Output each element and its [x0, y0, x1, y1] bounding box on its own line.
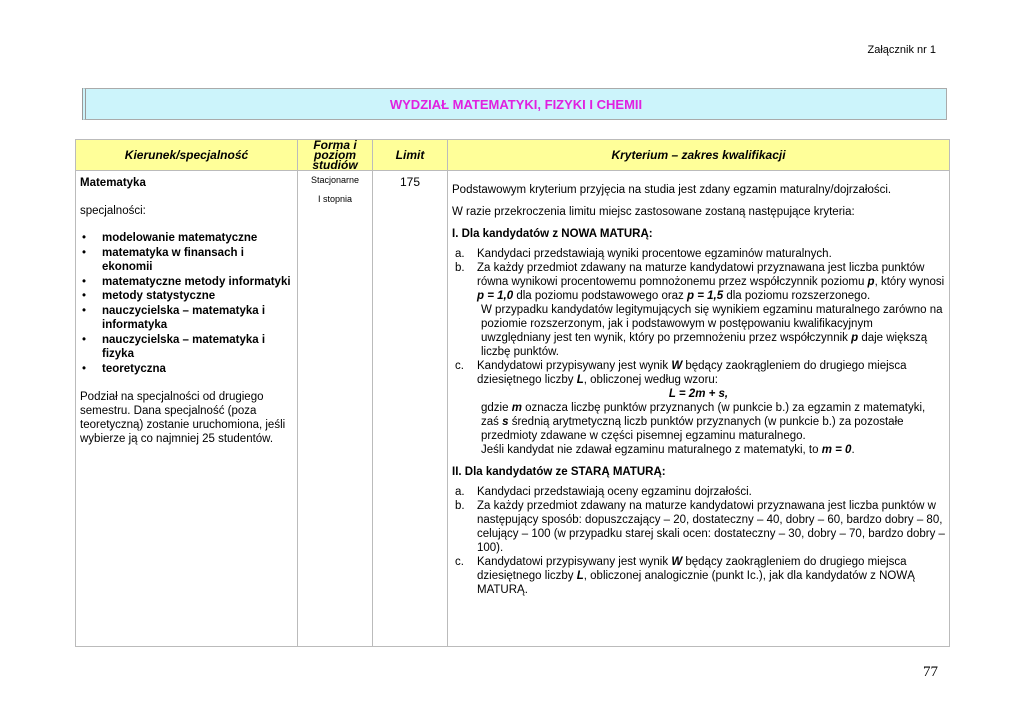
list-item: a. Kandydaci przedstawiają oceny egzaminu dojrzałości.: [455, 486, 752, 498]
specjalnosci-note: Podział na specjalności od drugiego semestru. Dana specjalność (poza teoretyczną) zostanie uruchomiona, jeśli wybierze ją co najmniej 25 studentów.: [80, 391, 286, 445]
list-item: • nauczycielska – matematyka i fizyka: [102, 333, 293, 362]
list-item: • modelowanie matematyczne: [102, 231, 293, 246]
list-item: c. Kandydatowi przypisywany jest wynik W będący zaokrągleniem do drugiego miejsca dziesiętnego liczby L, obliczonej według wzoru:: [455, 360, 907, 386]
poziom-value: I stopnia: [317, 194, 353, 204]
admission-table: [75, 139, 950, 647]
new-matura-list-c: [452, 359, 945, 387]
new-matura-heading: I. Dla kandydatów z NOWA MATURĄ:: [452, 228, 653, 240]
kryterium-cell: [448, 171, 950, 647]
criteria-limit-note: W razie przekroczenia limitu miejsc zastosowane zostaną następujące kryteria:: [452, 206, 855, 218]
paragraph: gdzie m oznacza liczbę punktów przyznanych (w punkcie b.) za egzamin z matematyki, zaś s średnią arytmetyczną liczb punktów przyznanych (w punkcie b.) za pozostałe przedmioty zdawane w części pisemnej egzaminu maturalnego.: [481, 402, 926, 442]
list-item: • metody statystyczne: [102, 289, 293, 304]
list-item: • matematyka w finansach i ekonomii: [102, 246, 293, 275]
old-matura-list: [452, 485, 945, 597]
criteria-intro: Podstawowym kryterium przyjęcia na studia jest zdany egzamin maturalny/dojrzałości.: [452, 184, 892, 196]
list-item: c. Kandydatowi przypisywany jest wynik W będący zaokrągleniem do drugiego miejsca dziesiętnego liczby L, obliczonej analogicznie (punkt Ic.), jak dla kandydatów z NOWĄ MATURĄ.: [455, 556, 915, 596]
paragraph: W przypadku kandydatów legitymujących się wynikiem egzaminu maturalnego zarówno na poziomie rozszerzonym, jak i podstawowym w postępowaniu kwalifikacyjnym uwzględniany jest ten wynik, który po przemnożeniu przez współczynnik p daje większą liczbę punktów.: [481, 304, 943, 358]
attachment-label: Załącznik nr 1: [867, 44, 936, 56]
forma-value: Stacjonarne: [310, 175, 360, 185]
formula: L = 2m + s,: [668, 388, 729, 400]
list-item: • teoretyczna: [102, 362, 293, 377]
faculty-title: WYDZIAŁ MATEMATYKI, FIZYKI I CHEMII: [389, 96, 643, 112]
kierunek-cell: [76, 171, 298, 647]
limit-cell: 175: [373, 171, 448, 647]
page-number: 77: [923, 664, 938, 680]
list-item: • nauczycielska – matematyka i informatyka: [102, 304, 293, 333]
specjalnosci-label: specjalności:: [80, 205, 146, 217]
list-item: b. Za każdy przedmiot zdawany na maturze kandydatowi przyznawana jest liczba punktów w następujący sposób: dopuszczający – 20, dostateczny – 40, dobry – 60, bardzo dobry – 80, celujący – 100 (w przypadku starej skali ocen: dostateczny – 30, dobry – 70, bardzo dobry – 100).: [455, 500, 945, 554]
table-header-row: [76, 140, 950, 171]
list-item: a. Kandydaci przedstawiają wyniki procentowe egzaminów maturalnych.: [455, 248, 832, 260]
header-kierunek: Kierunek/specjalność: [76, 140, 298, 171]
table-row: [76, 171, 950, 647]
list-item: • matematyczne metody informatyki: [102, 275, 293, 290]
header-forma: Forma i poziom studiów: [298, 140, 373, 171]
paragraph: Jeśli kandydat nie zdawał egzaminu maturalnego z matematyki, to m = 0.: [481, 444, 855, 456]
list-item: b. Za każdy przedmiot zdawany na maturze kandydatowi przyznawana jest liczba punktów równa wynikowi procentowemu pomnożonemu przez współczynnik poziomu p, który wynosi p = 1,0 dla poziomu podstawowego oraz p = 1,5 dla poziomu rozszerzonego.: [455, 262, 945, 302]
old-matura-heading: II. Dla kandydatów ze STARĄ MATURĄ:: [452, 466, 666, 478]
faculty-banner: [82, 88, 947, 120]
kierunek-title: Matematyka: [80, 177, 146, 189]
header-kryterium: Kryterium – zakres kwalifikacji: [448, 140, 950, 171]
new-matura-list: [452, 247, 945, 303]
specjalnosci-list: [80, 231, 293, 376]
forma-cell: [298, 171, 373, 647]
header-limit: Limit: [373, 140, 448, 171]
